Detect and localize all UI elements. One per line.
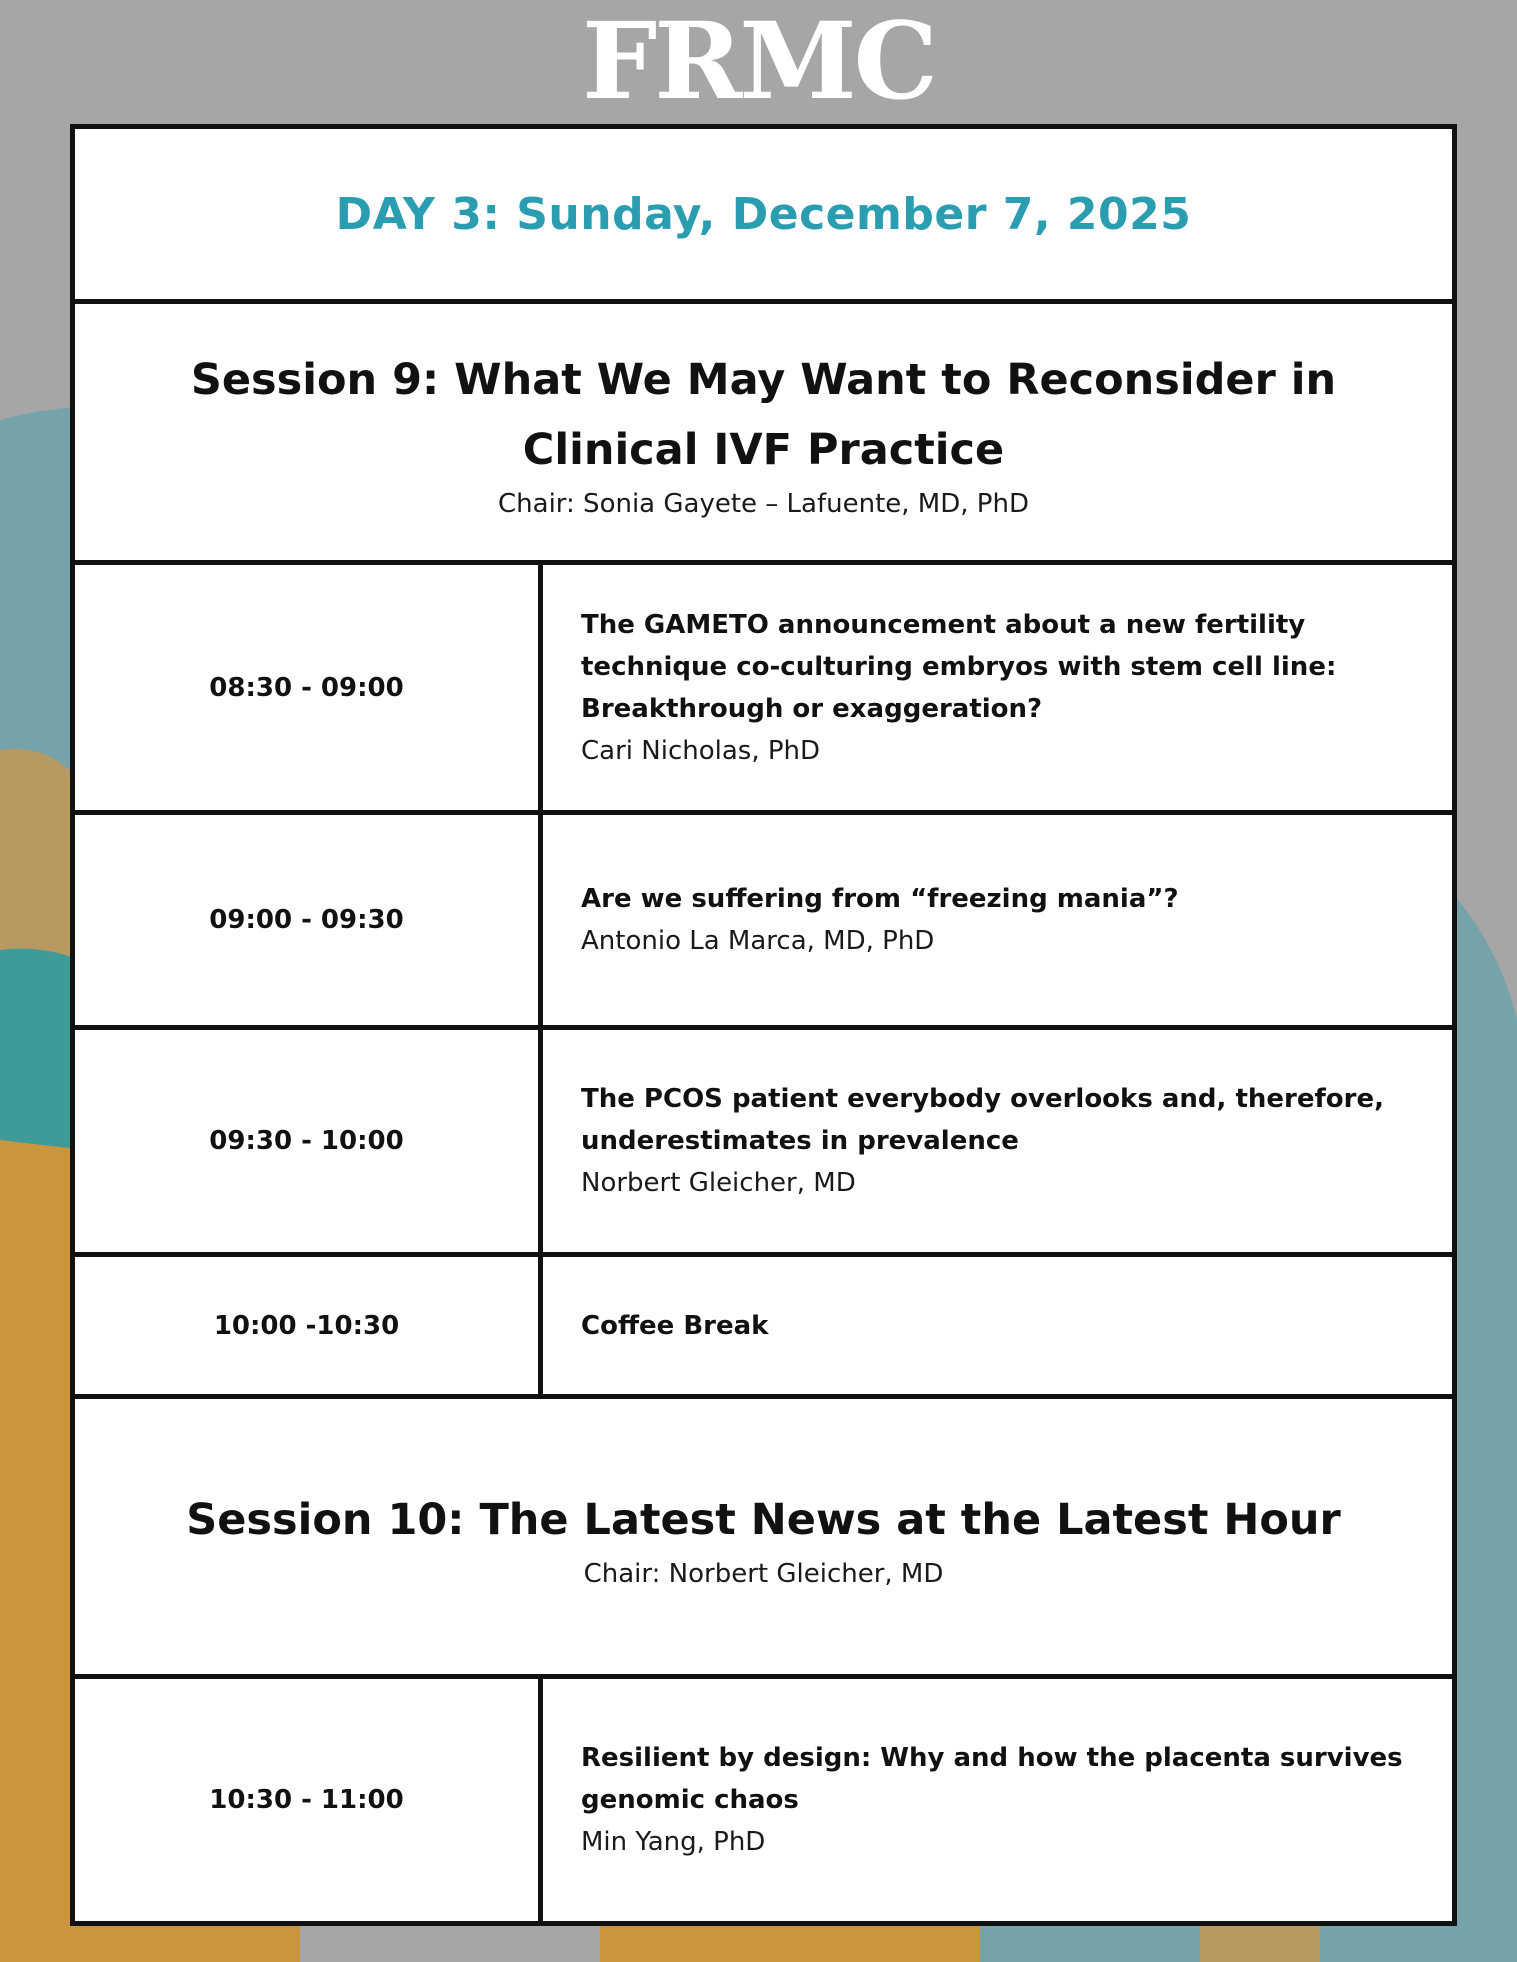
talk-title: The GAMETO announcement about a new fertility technique co-culturing embryos with stem cell line: Breakthrough or exaggeration? (581, 609, 1337, 724)
talk-row-2 (75, 815, 1452, 1030)
talk-time: 08:30 - 09:00 (75, 565, 543, 810)
tan-left-shape (0, 749, 80, 960)
talk-speaker: Min Yang, PhD (581, 1827, 766, 1857)
session10-title: Session 10: The Latest News at the Latest Hour (186, 1494, 1341, 1545)
day-title: DAY 3: Sunday, December 7, 2025 (335, 188, 1192, 240)
talk-title: The PCOS patient everybody overlooks and, therefore, underestimates in prevalence (581, 1084, 1384, 1156)
talk-row-3 (75, 1030, 1452, 1257)
talk-row-4 (75, 1679, 1452, 1921)
talk-time: 10:00 -10:30 (75, 1257, 543, 1394)
frmc-logo: FRMC (581, 0, 936, 123)
session9-header-row (75, 304, 1452, 565)
session9-chair: Chair: Sonia Gayete – Lafuente, MD, PhD (498, 489, 1029, 519)
session10-header-row (75, 1399, 1452, 1679)
talk-speaker: Cari Nicholas, PhD (581, 735, 821, 766)
talk-title: Are we suffering from “freezing mania”? (581, 884, 1179, 914)
talk-time: 09:30 - 10:00 (75, 1030, 543, 1252)
talk-title: Coffee Break (581, 1310, 769, 1341)
day-header-row (75, 129, 1452, 304)
session10-chair: Chair: Norbert Gleicher, MD (583, 1558, 944, 1589)
talk-time: 10:30 - 11:00 (75, 1679, 543, 1921)
coffee-break-row (75, 1257, 1452, 1399)
talk-speaker: Norbert Gleicher, MD (581, 1168, 856, 1198)
talk-title: Resilient by design: Why and how the placenta survives genomic chaos (581, 1743, 1403, 1815)
talk-row-1 (75, 565, 1452, 815)
session9-title: Session 9: What We May Want to Reconsider in Clinical IVF Practice (190, 355, 1337, 475)
schedule-table (70, 124, 1457, 1926)
talk-time: 09:00 - 09:30 (75, 815, 543, 1025)
talk-speaker: Antonio La Marca, MD, PhD (581, 926, 935, 956)
